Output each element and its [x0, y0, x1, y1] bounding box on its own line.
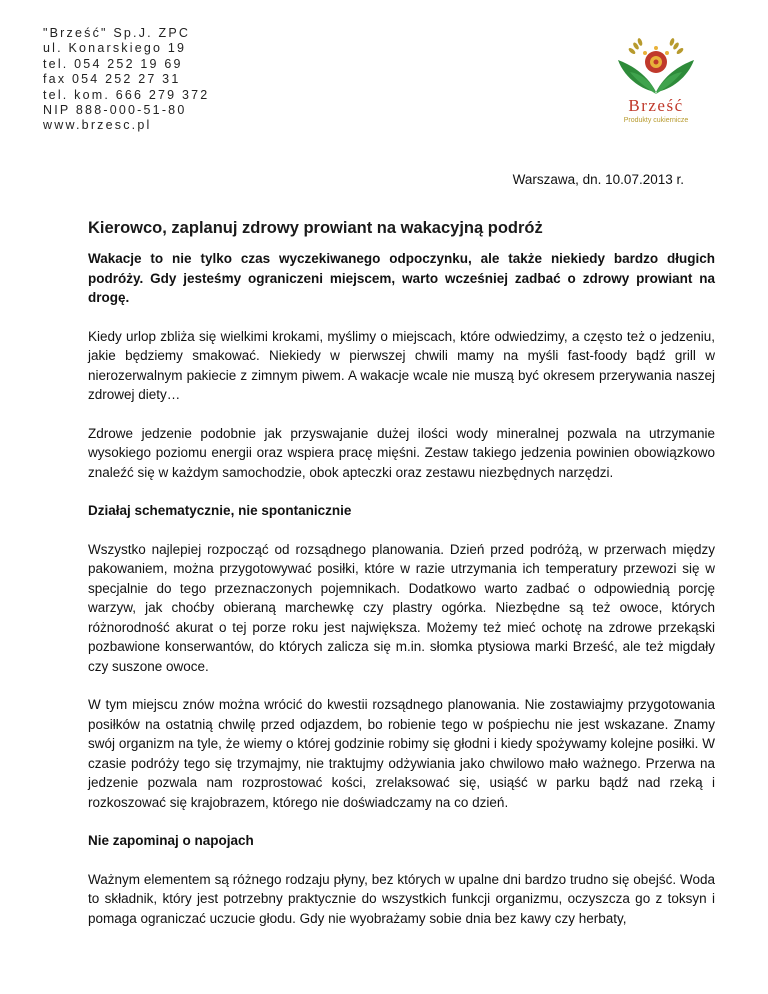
company-name: "Brześć" Sp.J. ZPC — [43, 26, 191, 40]
company-mobile: tel. kom. 666 279 372 — [43, 87, 210, 102]
lead-paragraph: Wakacje to nie tylko czas wyczekiwanego odpoczynku, ale także niekiedy bardzo długich podróży. Gdy jesteśmy ograniczeni miejscem, warto wcześniej zadbać o zdrowy prowiant na drogę. — [88, 251, 715, 305]
section-heading: Działaj schematycznie, nie spontanicznie — [88, 503, 352, 518]
date-line: Warszawa, dn. 10.07.2013 r. — [512, 172, 684, 187]
brand-name: Brześć — [628, 96, 684, 115]
article-body — [88, 249, 715, 947]
body-paragraph: Kiedy urlop zbliża się wielkimi krokami, myślimy o miejscach, które odwiedzimy, a często też o jedzeniu, jakie będziemy smakować. Niekiedy w pierwszej chwili mamy na myśli fast-foody bądź grill w nierozerwalnym pakiecie z zimnym piwem. A wakacje wcale nie muszą być okresem przerywania naszej zdrowej diety… — [88, 328, 715, 402]
body-paragraph: W tym miejscu znów można wrócić do kwestii rozsądnego planowania. Nie zostawiajmy przygotowania posiłków na ostatnią chwilę przed odjazdem, bo robienie tego w pośpiechu nie jest wskazane. Znamy swój organizm na tyle, że wiemy o której godzinie robimy się głodni i kiedy spożywamy kolejne posiłki. W czasie podróży tego się trzymajmy, nie traktujmy odżywiania jako chwilowo mało ważnego. Przerwa na jedzenie pozwala nam rozprostować kości, zrelaksować się, usiąść w parku bądź nad rzeką i rozkoszować się krajobrazem, którego nie doświadczamy na co dzień. — [88, 697, 715, 810]
section-heading: Nie zapominaj o napojach — [88, 833, 254, 848]
company-nip: NIP 888-000-51-80 — [43, 103, 187, 118]
company-website: www.brzesc.pl — [43, 118, 152, 133]
body-paragraph: Zdrowe jedzenie podobnie jak przyswajanie dużej ilości wody mineralnej pozwala na utrzymanie wysokiego poziomu energii oraz wspiera pracę mięśni. Zestaw takiego jedzenia powinien obowiązkowo znaleźć się w każdym samochodzie, obok apteczki oraz zestawu niezbędnych narzędzi. — [88, 425, 715, 480]
letterhead — [43, 26, 209, 134]
company-phone: tel. 054 252 19 69 — [43, 56, 183, 71]
body-paragraph: Wszystko najlepiej rozpocząć od rozsądnego planowania. Dzień przed podróżą, w przerwach między pakowaniem, można przygotowywać posiłki, które w razie utrzymania ich temperatury przewozi się w specjalnie do tego przeznaczonych pojemnikach. Dodatkowo warto zadbać o odpowiednią porcję warzyw, jak choćby obieraną marchewkę czy plastry ogórka. Niezbędne są też owoce, których różnorodność akurat o tej porze roku jest największa. Możemy też mieć ochotę na zdrowe przekąski pozbawione konserwantów, do których zalicza się m.in. słomka ptysiowa marki Brześć, ale też migdały czy suszone owoce. — [88, 541, 715, 674]
article-title: Kierowco, zaplanuj zdrowy prowiant na wakacyjną podróż — [88, 219, 543, 237]
brand-tagline: Produkty cukiernicze — [623, 117, 689, 124]
company-fax: fax 054 252 27 31 — [43, 72, 181, 87]
body-paragraph: Ważnym elementem są różnego rodzaju płyny, bez których w upalne dni bardzo trudno się obejść. Woda to składnik, który jest potrzebny praktycznie do wszystkich funkcji organizmu, oczyszcza go z toksyn i pomaga ograniczać uczucie głodu. Gdy nie wyobrażamy sobie dnia bez kawy czy herbaty, — [88, 871, 715, 926]
company-street: ul. Konarskiego 19 — [43, 41, 187, 56]
